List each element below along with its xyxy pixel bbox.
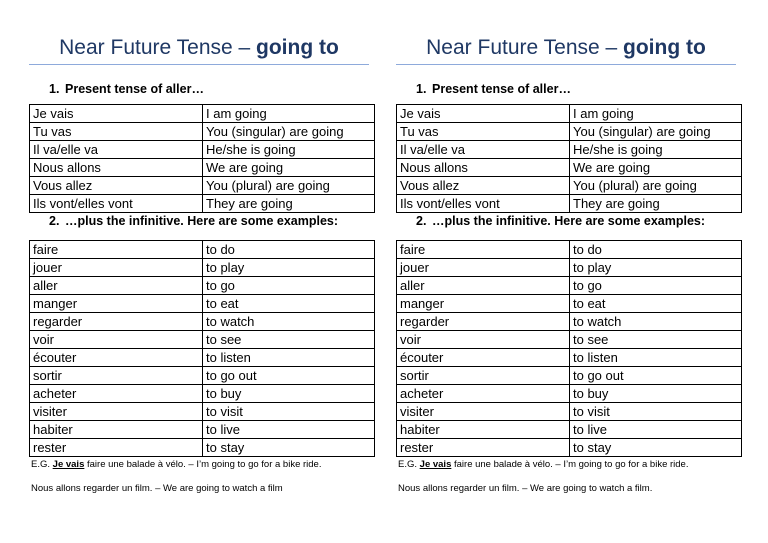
worksheet-title: Near Future Tense – going to [396, 34, 736, 65]
english-cell: You (singular) are going [203, 123, 375, 141]
table-row [397, 195, 742, 213]
table-row [30, 403, 375, 421]
table-row [397, 403, 742, 421]
english-cell: to eat [570, 295, 742, 313]
english-cell: to live [570, 421, 742, 439]
table-row [397, 277, 742, 295]
french-cell: Il va/elle va [30, 141, 203, 159]
french-cell: jouer [397, 259, 570, 277]
english-cell: to listen [203, 349, 375, 367]
table-row [30, 241, 375, 259]
english-cell: to visit [203, 403, 375, 421]
english-cell: We are going [203, 159, 375, 177]
english-cell: to go out [570, 367, 742, 385]
left-worksheet [29, 0, 375, 495]
table-row [397, 439, 742, 457]
table-row [397, 105, 742, 123]
worksheet-title: Near Future Tense – going to [29, 34, 369, 65]
english-cell: to watch [203, 313, 375, 331]
english-cell: to play [570, 259, 742, 277]
french-cell: visiter [30, 403, 203, 421]
table-row [397, 385, 742, 403]
french-cell: manger [397, 295, 570, 313]
table-row [397, 349, 742, 367]
table-row [30, 421, 375, 439]
french-cell: sortir [30, 367, 203, 385]
english-cell: to play [203, 259, 375, 277]
table-row [30, 259, 375, 277]
french-cell: habiter [397, 421, 570, 439]
example-sentence-1: E.G. Je vais faire une balade à vélo. – I’m going to go for a bike ride. [398, 459, 689, 470]
french-cell: Je vais [30, 105, 203, 123]
french-cell: visiter [397, 403, 570, 421]
english-cell: to eat [203, 295, 375, 313]
english-cell: to buy [570, 385, 742, 403]
french-cell: jouer [30, 259, 203, 277]
french-cell: Il va/elle va [397, 141, 570, 159]
table-row [30, 105, 375, 123]
french-cell: Ils vont/elles vont [397, 195, 570, 213]
table-row [397, 313, 742, 331]
english-cell: I am going [203, 105, 375, 123]
french-cell: Nous allons [30, 159, 203, 177]
table-row [397, 141, 742, 159]
english-cell: to see [570, 331, 742, 349]
french-cell: regarder [397, 313, 570, 331]
table-row [397, 421, 742, 439]
english-cell: to see [203, 331, 375, 349]
english-cell: They are going [203, 195, 375, 213]
english-cell: to stay [203, 439, 375, 457]
english-cell: to watch [570, 313, 742, 331]
table-row [30, 439, 375, 457]
example-sentence-1: E.G. Je vais faire une balade à vélo. – I’m going to go for a bike ride. [31, 459, 322, 470]
french-cell: Vous allez [397, 177, 570, 195]
infinitive-verbs-table [29, 240, 375, 457]
english-cell: You (plural) are going [203, 177, 375, 195]
table-row [30, 313, 375, 331]
english-cell: to visit [570, 403, 742, 421]
french-cell: écouter [30, 349, 203, 367]
table-row [30, 277, 375, 295]
french-cell: voir [397, 331, 570, 349]
english-cell: You (plural) are going [570, 177, 742, 195]
french-cell: écouter [397, 349, 570, 367]
english-cell: to stay [570, 439, 742, 457]
french-cell: regarder [30, 313, 203, 331]
right-worksheet [396, 0, 742, 495]
aller-conjugation-table [29, 104, 375, 213]
table-row [30, 159, 375, 177]
english-cell: You (singular) are going [570, 123, 742, 141]
french-cell: Nous allons [397, 159, 570, 177]
french-cell: acheter [397, 385, 570, 403]
english-cell: They are going [570, 195, 742, 213]
french-cell: rester [30, 439, 203, 457]
table-row [397, 331, 742, 349]
french-cell: rester [397, 439, 570, 457]
table-row [30, 385, 375, 403]
french-cell: Ils vont/elles vont [30, 195, 203, 213]
french-cell: sortir [397, 367, 570, 385]
table-row [30, 123, 375, 141]
french-cell: voir [30, 331, 203, 349]
table-row [397, 241, 742, 259]
french-cell: Je vais [397, 105, 570, 123]
english-cell: to live [203, 421, 375, 439]
example-sentence-2: Nous allons regarder un film. – We are going to watch a film. [398, 483, 653, 494]
table-row [30, 349, 375, 367]
table-row [397, 123, 742, 141]
table-row [397, 177, 742, 195]
english-cell: to do [203, 241, 375, 259]
english-cell: to buy [203, 385, 375, 403]
table-row [397, 295, 742, 313]
french-cell: faire [397, 241, 570, 259]
infinitive-verbs-table [396, 240, 742, 457]
table-row [397, 159, 742, 177]
french-cell: Vous allez [30, 177, 203, 195]
french-cell: habiter [30, 421, 203, 439]
section-2-heading: 2. …plus the infinitive. Here are some examples: [49, 214, 339, 228]
english-cell: We are going [570, 159, 742, 177]
english-cell: to go out [203, 367, 375, 385]
french-cell: aller [30, 277, 203, 295]
french-cell: Tu vas [397, 123, 570, 141]
table-row [30, 367, 375, 385]
english-cell: to do [570, 241, 742, 259]
french-cell: Tu vas [30, 123, 203, 141]
table-row [30, 295, 375, 313]
table-row [30, 195, 375, 213]
english-cell: He/she is going [570, 141, 742, 159]
table-row [30, 141, 375, 159]
table-row [397, 259, 742, 277]
french-cell: aller [397, 277, 570, 295]
english-cell: to listen [570, 349, 742, 367]
french-cell: acheter [30, 385, 203, 403]
french-cell: manger [30, 295, 203, 313]
table-row [30, 177, 375, 195]
section-1-heading: 1. Present tense of aller… [416, 82, 571, 96]
english-cell: to go [570, 277, 742, 295]
aller-conjugation-table [396, 104, 742, 213]
english-cell: He/she is going [203, 141, 375, 159]
english-cell: to go [203, 277, 375, 295]
table-row [30, 331, 375, 349]
french-cell: faire [30, 241, 203, 259]
example-sentence-2: Nous allons regarder un film. – We are going to watch a film [31, 483, 283, 494]
section-1-heading: 1. Present tense of aller… [49, 82, 204, 96]
table-row [397, 367, 742, 385]
section-2-heading: 2. …plus the infinitive. Here are some examples: [416, 214, 706, 228]
english-cell: I am going [570, 105, 742, 123]
